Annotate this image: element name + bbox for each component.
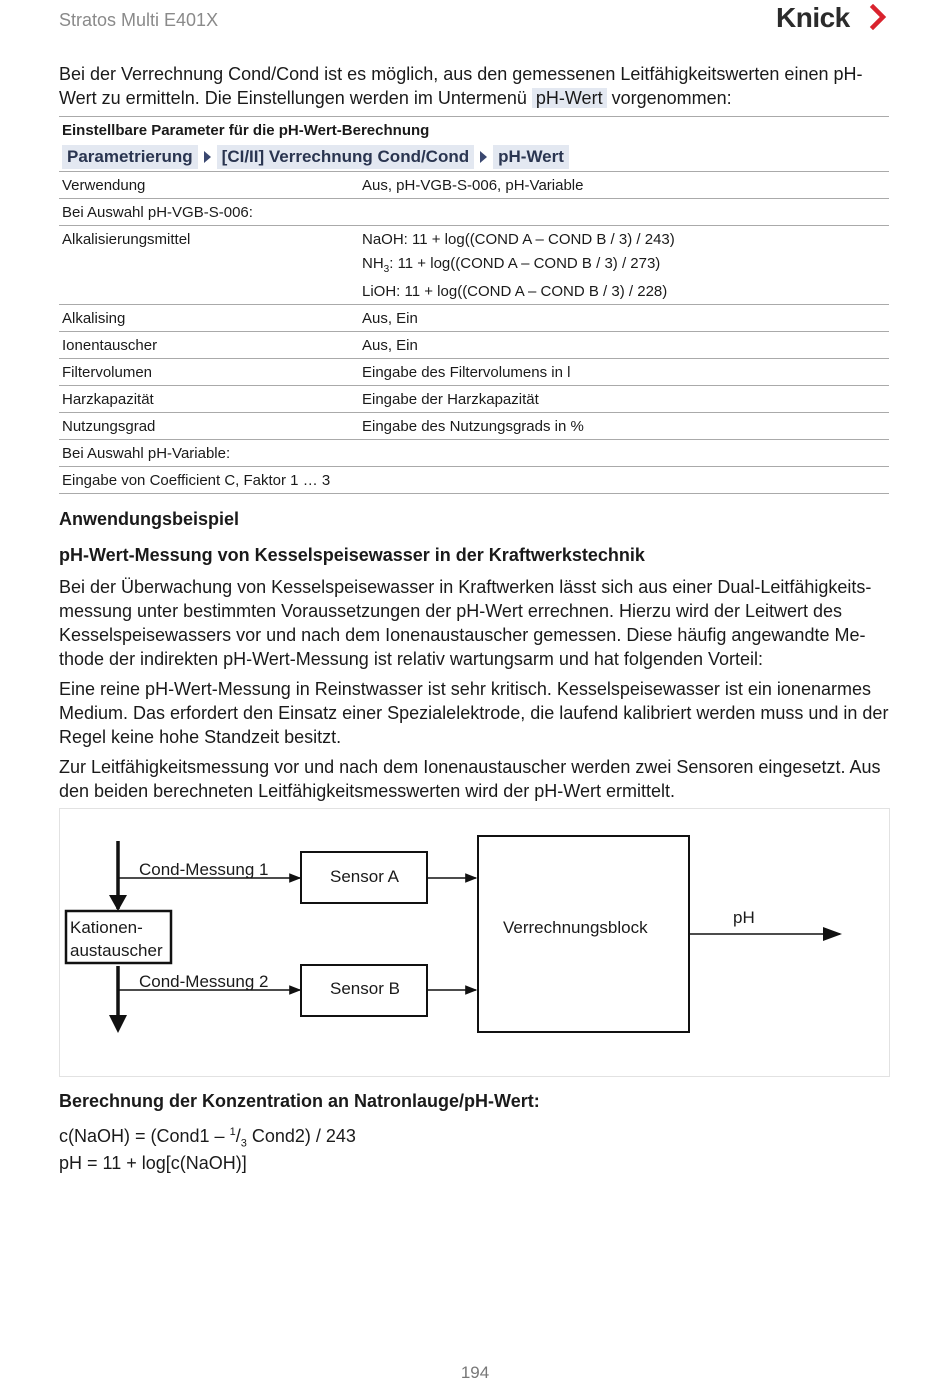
exchanger-label: Kationen- <box>70 918 143 937</box>
document-title: Stratos Multi E401X <box>59 10 219 30</box>
section-subheading: pH-Wert-Messung von Kesselspeisewasser in der Kraftwerkstechnik <box>59 545 645 565</box>
intro-text: Bei der Verrechnung Cond/Cond ist es möglich, aus den gemessenen Leitfähigkeitswerten einen pH-Wert zu ermitteln. Die Einstellungen werden im Untermenü <box>59 64 863 108</box>
param-value: Aus, Ein <box>359 332 889 359</box>
cond-1-label: Cond-Messung 1 <box>139 860 269 879</box>
page-number: 194 <box>460 1363 490 1382</box>
table-row <box>59 386 889 413</box>
formula-part: Cond2) / 243 <box>246 1126 356 1146</box>
sensor-a-label: Sensor A <box>330 867 399 886</box>
param-value: LiOH: 11 + log((COND A – COND B / 3) / 228) <box>362 282 668 300</box>
table-row <box>59 467 889 494</box>
param-value: Eingabe des Filtervolumens in l <box>359 359 889 386</box>
formula-naoh: c(NaOH) = (Cond1 – $^1/_3$ Cond2) / 243 <box>59 1126 356 1150</box>
param-value <box>359 440 889 467</box>
param-value: NaOH: 11 + log((COND A – COND B / 3) / 243) <box>359 226 889 253</box>
sensor-b-label: Sensor B <box>330 979 400 998</box>
param-name: Verwendung <box>59 172 359 199</box>
breadcrumb <box>62 144 886 170</box>
param-name: Bei Auswahl pH-Variable: <box>59 440 359 467</box>
output-label: pH <box>733 908 755 927</box>
table-row <box>59 226 889 253</box>
intro-paragraph <box>59 62 889 110</box>
formula-prefix: NH <box>362 255 384 272</box>
block-diagram <box>59 808 890 1077</box>
intro-text-end: vorgenommen: <box>611 88 732 108</box>
param-name: Filtervolumen <box>59 359 359 386</box>
brand-logo: Knick <box>776 2 850 33</box>
param-name: Nutzungsgrad <box>59 413 359 440</box>
breadcrumb-item: pH-Wert <box>493 145 569 169</box>
param-value: Eingabe des Nutzungsgrads in % <box>359 413 889 440</box>
table-row <box>59 359 889 386</box>
exchanger-label: austauscher <box>70 941 163 960</box>
submenu-name: pH-Wert <box>532 88 607 108</box>
table-title: Einstellbare Parameter für die pH-Wert-Berechnung <box>59 117 889 144</box>
table-row <box>59 199 889 226</box>
triangle-right-icon <box>480 151 487 163</box>
param-name: Harzkapazität <box>59 386 359 413</box>
calc-heading: Berechnung der Konzentration an Natronlauge/pH-Wert: <box>59 1091 540 1111</box>
arrow-down-icon <box>109 895 127 911</box>
param-name <box>59 278 359 305</box>
breadcrumb-item: [CI/II] Verrechnung Cond/Cond <box>217 145 474 169</box>
table-row <box>59 278 889 305</box>
table-row <box>59 172 889 199</box>
fraction-denominator: 3 <box>240 1137 247 1150</box>
breadcrumb-item: Parametrierung <box>62 145 198 169</box>
table-row <box>59 305 889 332</box>
table-row <box>59 413 889 440</box>
paragraph: Bei der Überwachung von Kesselspeisewasser in Kraftwerken lässt sich aus einer Dual-Leitfähigkeits-messung unter bestimmten Voraussetzungen der pH-Wert errechnen. Hierzu wird der Leitwert des Kesselspeisewassers vor und nach dem Ionenaustauscher gemessen. Diese häufig angewandte Me-thode der indirekten pH-Wert-Messung ist relativ wartungsarm und hat folgenden Vorteil: <box>59 577 872 669</box>
param-value: Eingabe der Harzkapazität <box>359 386 889 413</box>
param-name: Eingabe von Coefficient C, Faktor 1 … 3 <box>59 467 889 494</box>
param-name: Alkalisierungsmittel <box>59 226 359 253</box>
calculation-block-label: Verrechnungsblock <box>503 918 648 937</box>
fraction-numerator: 1 <box>229 1126 236 1138</box>
diagram-svg <box>60 809 889 1076</box>
paragraph: Eine reine pH-Wert-Messung in Reinstwasser ist sehr kritisch. Kesselspeisewasser ist ein ionenarmes Medium. Das erfordert den Einsatz einer Spezialelektrode, die laufend kalibriert werden muss und in der Regel keine hohe Standzeit besitzt. <box>59 679 889 747</box>
section-heading: Anwendungsbeispiel <box>59 509 240 529</box>
table-row <box>59 252 889 278</box>
table-row <box>59 440 889 467</box>
formula-subscript: 3 <box>383 264 390 275</box>
param-value <box>359 252 889 278</box>
param-name: Ionentauscher <box>59 332 359 359</box>
param-value: Aus, pH-VGB-S-006, pH-Variable <box>359 172 889 199</box>
arrow-down-icon <box>109 1015 127 1033</box>
param-value: Aus, Ein <box>359 305 889 332</box>
arrow-right-icon <box>823 927 842 941</box>
param-name: Alkalising <box>59 305 359 332</box>
formula-ph: pH = 11 + log[c(NaOH)] <box>59 1153 247 1173</box>
parameter-table <box>59 116 889 494</box>
formula-rest: : 11 + log((COND A – COND B / 3) / 273) <box>389 255 661 272</box>
param-value <box>359 199 889 226</box>
formula-part: c(NaOH) = (Cond1 – <box>59 1126 230 1146</box>
paragraph: Zur Leitfähigkeitsmessung vor und nach dem Ionenaustauscher werden zwei Sensoren eingesetzt. Aus den beiden berechneten Leitfähigkeitsmesswerten wird der pH-Wert ermittelt. <box>59 757 881 801</box>
param-name: Bei Auswahl pH-VGB-S-006: <box>59 199 359 226</box>
chevron-right-icon <box>868 4 890 30</box>
cond-2-label: Cond-Messung 2 <box>139 972 269 991</box>
triangle-right-icon <box>204 151 211 163</box>
param-name <box>59 252 359 278</box>
table-row <box>59 332 889 359</box>
